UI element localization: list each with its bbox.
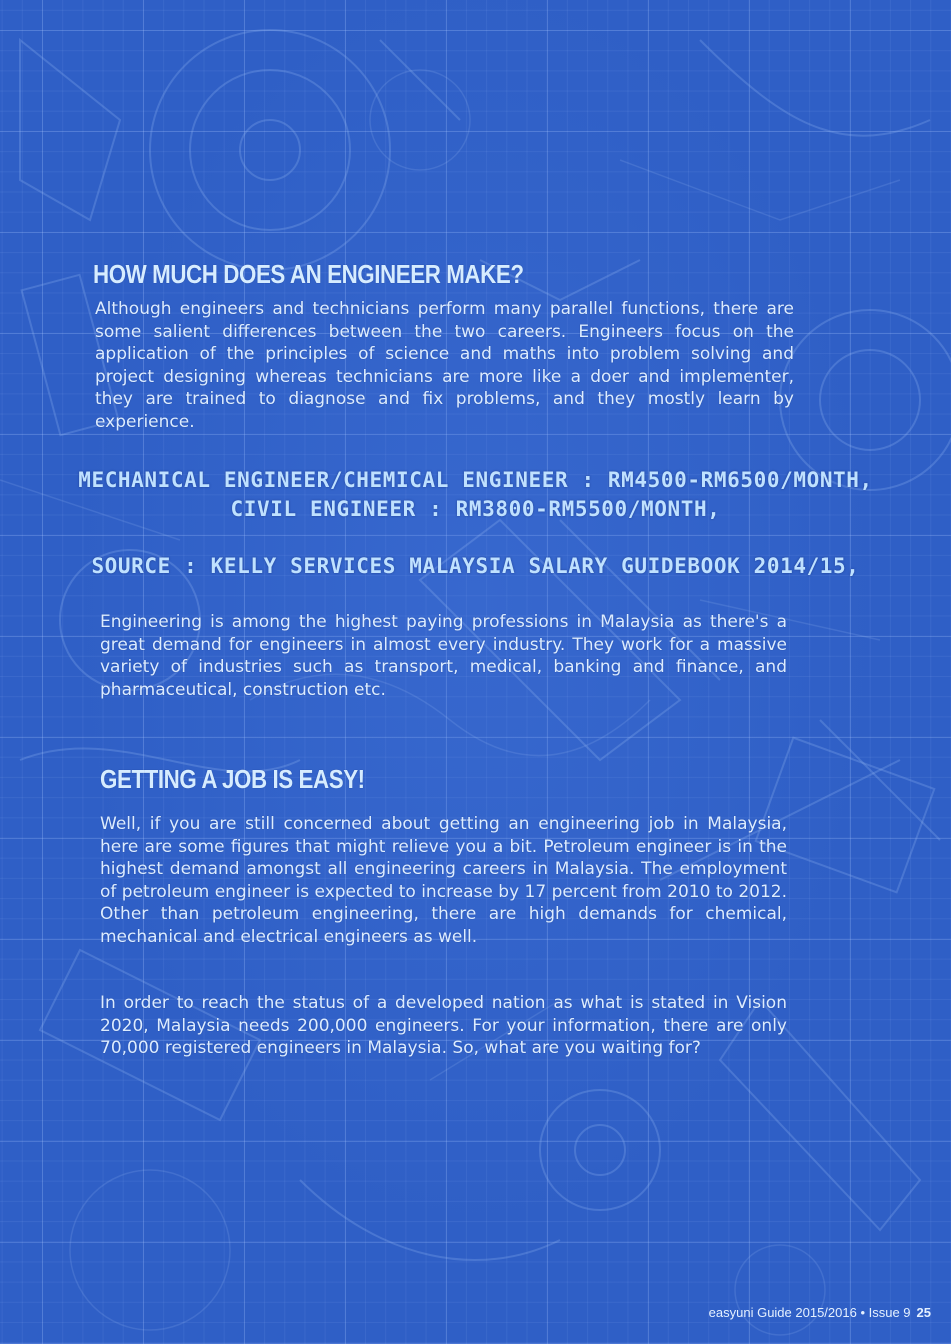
job-paragraph-2: In order to reach the status of a developed nation as what is stated in Vision 2020, Malaysia needs 200,000 engineers. For your information, there are only 70,000 registered engineers in Malaysia. So, what are you waiting for? <box>100 993 787 1059</box>
salary-source: SOURCE : KELLY SERVICES MALAYSIA SALARY GUIDEBOOK 2014/15, <box>91 554 860 578</box>
engineering-pay-paragraph: Engineering is among the highest paying professions in Malaysia as there's a great demand for engineers in almost every industry. They work for a massive variety of industries such as transport, medical, banking and finance, and pharmaceutical, construction etc. <box>100 612 787 700</box>
publication-info: easyuni Guide 2015/2016 • Issue 9 <box>708 1305 911 1320</box>
page-number: 25 <box>916 1305 931 1320</box>
salary-line-mechanical-chemical: MECHANICAL ENGINEER/CHEMICAL ENGINEER : RM4500-RM6500/MONTH, <box>78 468 873 492</box>
section-heading-job: GETTING A JOB IS EASY! <box>100 764 365 794</box>
salary-line-civil: CIVIL ENGINEER : RM3800-RM5500/MONTH, <box>230 497 721 521</box>
salary-intro-paragraph: Although engineers and technicians perform many parallel functions, there are some salient differences between the two careers. Engineers focus on the application of the principles of science and maths into problem solving and project designing whereas technicians are more like a doer and implementer, they are trained to diagnose and fix problems, and they mostly learn by experience. <box>95 299 794 432</box>
section-heading-salary: HOW MUCH DOES AN ENGINEER MAKE? <box>93 259 524 289</box>
job-paragraph-1: Well, if you are still concerned about getting an engineering job in Malaysia, here are some figures that might relieve you a bit. Petroleum engineer is in the highest demand amongst all engineering careers in Malaysia. The employment of petroleum engineer is expected to increase by 17 percent from 2010 to 2012. Other than petroleum engineering, there are high demands for chemical, mechanical and electrical engineers as well. <box>100 814 787 947</box>
page-footer <box>709 1305 931 1320</box>
